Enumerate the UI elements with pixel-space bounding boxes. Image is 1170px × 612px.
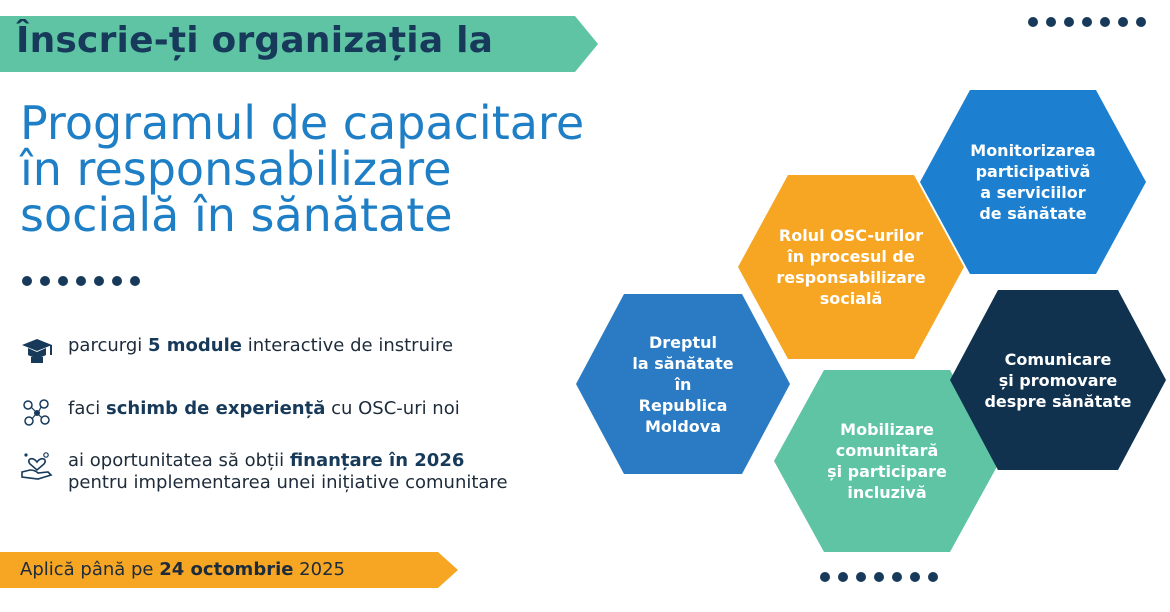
feature-exchange	[20, 398, 460, 428]
deadline-banner	[0, 552, 460, 588]
title-line-1: Programul de capacitare	[20, 96, 585, 150]
feature-modules	[20, 335, 453, 365]
graduation-cap-icon	[20, 335, 54, 365]
top-banner	[0, 14, 600, 72]
hexagon-label: Rolul OSC-urilor în procesul de responsabilizare socială	[776, 226, 926, 308]
feature-funding-line-1: ai oportunitatea să obții finanțare în 2026	[68, 450, 465, 471]
dots-decoration-left	[22, 276, 140, 286]
hexagon-label: Dreptul la sănătate în Republica Moldova	[632, 332, 734, 436]
feature-funding	[20, 450, 508, 494]
hexagon-comunicare	[950, 290, 1166, 470]
feature-funding-line-2: pentru implementarea unei inițiative comunitare	[68, 472, 508, 493]
title-line-3: socială în sănătate	[20, 188, 453, 242]
hand-heart-icon	[20, 450, 54, 480]
hexagon-label: Comunicare și promovare despre sănătate	[984, 349, 1132, 411]
hexagon-label: Mobilizare comunitară și participare incluzivă	[827, 420, 947, 502]
network-people-icon	[20, 398, 54, 428]
hexagon-label: Monitorizarea participativă a serviciilor de sănătate	[970, 141, 1096, 223]
deadline-text: Aplică până pe 24 octombrie 2025	[20, 559, 345, 580]
top-banner-text: Înscrie-ți organizația la	[16, 20, 494, 61]
feature-modules-text: parcurgi 5 module interactive de instruire	[68, 335, 454, 356]
hexagon-monitorizarea	[920, 90, 1146, 274]
dots-decoration-bottom	[820, 572, 938, 582]
dots-decoration-top	[1028, 17, 1146, 27]
feature-funding-text	[68, 450, 508, 494]
title-line-2: în responsabilizare	[20, 142, 452, 196]
program-title	[20, 96, 700, 242]
feature-exchange-text: faci schimb de experiență cu OSC-uri noi	[68, 398, 460, 419]
